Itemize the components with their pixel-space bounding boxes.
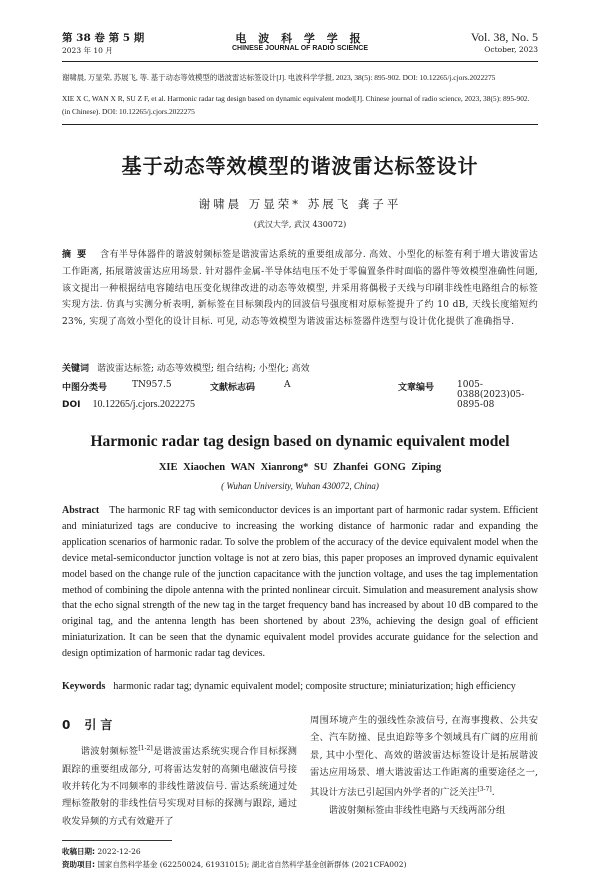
reference-marker[interactable]: [1-2] bbox=[138, 745, 153, 753]
section-heading bbox=[62, 717, 297, 734]
article-number-value: 1005-0388(2023)05-0895-08 bbox=[457, 380, 525, 410]
abstract-en-text: The harmonic RF tag with semiconductor devices is an important part of harmonic radar system. Efficient and miniaturized tags are conducive to increasing the working distance of harmonic radar and expanding the application scenarios of harmonic radar. To solve the problem of the accuracy of the device equivalent model when the device metal-semiconductor junction voltage is not at zero bias, this paper proposes an improved dynamic equivalent model based on the change rule of the junction capacitance with the junction voltage, and uses the tag implementation method of combining the dipole antenna with the printed nonlinear circuit. Simulation and measurement analysis show that the echo signal strength of the new tag in the target frequency band has increased by about 10 dB compared to the original tag, and the antenna length has been shortened by about 23%, achieving the design goal of efficient miniaturization. It can be seen that the dynamic equivalent model provides accurate guidance for the selection and design optimization of harmonic radar tag devices. bbox=[62, 505, 539, 660]
doc-code-label: 文献标志码 bbox=[210, 383, 256, 393]
intro-text-end: . bbox=[491, 787, 495, 799]
header-rule bbox=[62, 61, 538, 62]
abstract-cn bbox=[62, 247, 538, 331]
paper-title-cn: 基于动态等效模型的谐波雷达标签设计 bbox=[121, 154, 479, 178]
footnote-rule bbox=[62, 840, 172, 841]
volume-issue-cn: 第 38 卷 第 5 期 bbox=[62, 32, 145, 44]
doi-value[interactable]: 10.12265/j.cjors.2022275 bbox=[92, 399, 195, 410]
abstract-en bbox=[62, 503, 538, 662]
citation-en-line1: XIE X C, WAN X R, SU Z F, et al. Harmonic radar tag design based on dynamic equivalent model[J]. Chinese journal of radio science, 2023, 38(5): 895-902. bbox=[62, 94, 530, 103]
paper-title-en: Harmonic radar tag design based on dynamic equivalent model bbox=[90, 433, 510, 450]
intro-paragraph-1-continued bbox=[310, 712, 538, 802]
received-value: 2022-12-26 bbox=[97, 847, 141, 856]
section-number: 0 bbox=[62, 718, 71, 732]
keywords-en-label: Keywords bbox=[62, 681, 106, 692]
funding-label: 资助项目: bbox=[62, 860, 95, 869]
footnote-funding bbox=[62, 858, 538, 871]
intro-paragraph-2: 谐波射频标签由非线性电路与天线两部分组 bbox=[328, 804, 506, 816]
footnote-received bbox=[62, 845, 538, 858]
reference-marker[interactable]: [3-7] bbox=[477, 786, 492, 794]
doi-label: DOI bbox=[62, 400, 81, 410]
keywords-en-text: harmonic radar tag; dynamic equivalent model; composite structure; miniaturization; high efficiency bbox=[113, 681, 516, 692]
doi-row bbox=[62, 399, 195, 410]
intro-text-c: 周围环境产生的强线性杂波信号, 在海事搜救、公共安全、汽车防撞、昆虫追踪等多个领域具有广阔的应用前景, 其中小型化、高效的谐波雷达标签设计是拓展谐波雷达应用场景、增大谐波雷达工作距离的重要途径之一, 其设计方法已引起国内外学者的广泛关注 bbox=[310, 715, 538, 799]
journal-name-cn: 电 波 科 学 学 报 bbox=[235, 32, 365, 45]
intro-text-a: 谐波射频标签 bbox=[80, 746, 139, 758]
volume-issue-en: Vol. 38, No. 5 bbox=[470, 30, 538, 44]
running-header bbox=[62, 30, 538, 60]
journal-name-en: CHINESE JOURNAL OF RADIO SCIENCE bbox=[232, 45, 368, 52]
keywords-cn-text: 谐波雷达标签; 动态等效模型; 组合结构; 小型化; 高效 bbox=[97, 364, 310, 374]
doc-code-value: A bbox=[284, 380, 291, 390]
date-cn: 2023 年 10 月 bbox=[62, 46, 113, 55]
keywords-cn-label: 关键词 bbox=[62, 364, 90, 374]
date-en: October, 2023 bbox=[484, 45, 538, 54]
abstract-cn-text: 含有半导体器件的谐波射频标签是谐波雷达系统的重要组成部分. 高效、小型化的标签有利于增大谐波雷达工作距离, 拓展谐波雷达应用场景. 针对器件金属-半导体结电压不处于零偏置条件时面临的器件等效模型准确性问题, 该文提出一种根据结电容随结电压变化规律改进的动态等效模型, 并采用将偶极子天线与印刷非线性电路组合的标签实现方法. 仿真与实测分析表明, 新标签在目标频段内的回波信号强度相对原标签提升了约 10 dB, 天线长度缩短约 23%, 实现了高效小型化的设计目标. 可见, 动态等效模型为谐波雷达标签器件选型与设计优化提供了准确指导. bbox=[62, 250, 538, 328]
received-label: 收稿日期: bbox=[62, 847, 95, 856]
keywords-cn bbox=[62, 361, 538, 374]
affiliation-cn: (武汉大学, 武汉 430072) bbox=[253, 220, 347, 229]
body-column-left bbox=[62, 714, 297, 830]
keywords-en bbox=[62, 681, 538, 692]
article-number-label: 文章编号 bbox=[398, 383, 435, 393]
authors-cn: 谢啸晨 万显荣* 苏展飞 龚子平 bbox=[198, 197, 402, 211]
affiliation-en: ( Wuhan University, Wuhan 430072, China) bbox=[221, 481, 379, 491]
citation-en-line2: (in Chinese). DOI: 10.12265/j.cjors.2022275 bbox=[62, 107, 195, 116]
abstract-cn-label: 摘要 bbox=[62, 250, 93, 260]
authors-en: XIE Xiaochen WAN Xianrong* SU Zhanfei GONG Ziping bbox=[158, 462, 442, 473]
citation-rule bbox=[62, 124, 538, 125]
intro-paragraph-1 bbox=[62, 740, 297, 830]
funding-value: 国家自然科学基金 (62250024, 61931015); 湖北省自然科学基金创新群体 (2021CFA002) bbox=[97, 860, 407, 869]
section-title: 引言 bbox=[84, 718, 117, 732]
body-column-right bbox=[310, 712, 538, 819]
clc-value: TN957.5 bbox=[132, 380, 172, 390]
clc-label: 中图分类号 bbox=[62, 383, 108, 393]
abstract-en-label: Abstract bbox=[62, 505, 100, 516]
intro-text-b: 是谐波雷达系统实现合作目标探测跟踪的重要组成部分, 可将雷达发射的高频电磁波信号接收并转化为不同频率的非线性谐波信号. 雷达系统通过处理标签散射的非线性信号实现对目标的探测与跟踪, 通过收发异频的方式有效避开了 bbox=[62, 746, 297, 827]
citation-cn: 谢啸晨, 万显荣, 苏展飞, 等. 基于动态等效模型的谐波雷达标签设计[J]. 电波科学学报, 2023, 38(5): 895-902. DOI: 10.12265/j.cjors.2022275 bbox=[62, 73, 496, 82]
